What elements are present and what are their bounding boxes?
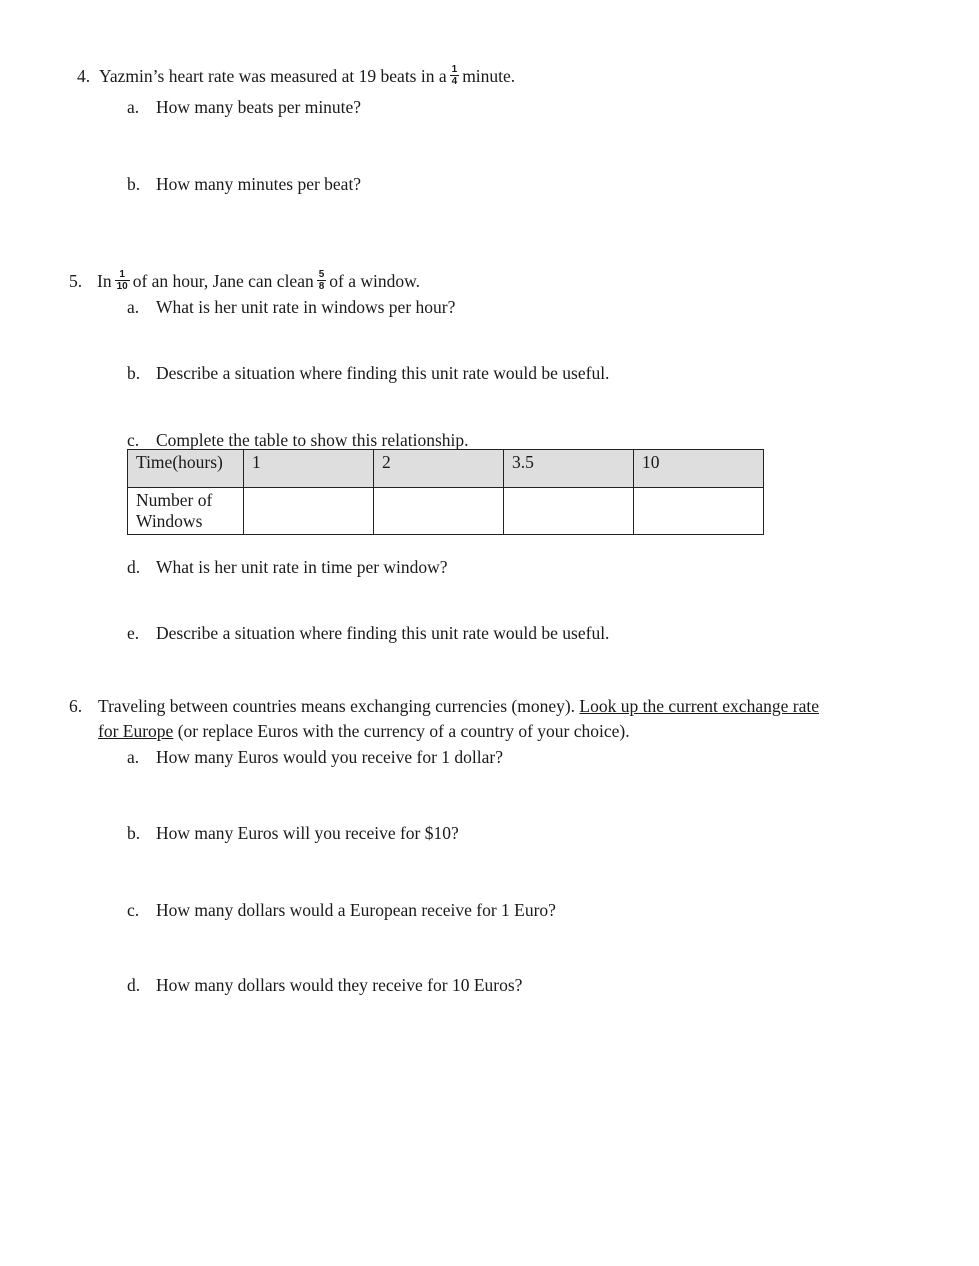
question-5e: e. Describe a situation where finding this unit rate would be useful. <box>127 623 610 643</box>
table-answer-cell[interactable] <box>374 488 504 535</box>
table-header-cell: Time(hours) <box>128 450 244 488</box>
question-5d: d. What is her unit rate in time per window? <box>127 557 448 577</box>
time-windows-table <box>127 449 764 535</box>
table-row <box>128 488 764 535</box>
question-6: 6. Traveling between countries means exchanging currencies (money). Look up the current exchange rate <box>69 696 819 716</box>
question-6a: a. How many Euros would you receive for 1 dollar? <box>127 747 503 767</box>
fraction-five-eighths: $\frac{5}{8}$ <box>318 269 325 293</box>
question-5a: a. What is her unit rate in windows per hour? <box>127 297 456 317</box>
question-6d: d. How many dollars would they receive for 10 Euros? <box>127 975 523 995</box>
question-4b: b. How many minutes per beat? <box>127 174 362 194</box>
table-header-cell: 1 <box>244 450 374 488</box>
table-answer-cell[interactable] <box>634 488 764 535</box>
fraction-one-quarter: $\frac{1}{4}$ <box>451 64 458 88</box>
question-number: 6. <box>69 696 83 716</box>
question-number: 4. <box>77 66 91 86</box>
question-6c: c. How many dollars would a European receive for 1 Euro? <box>127 900 556 920</box>
question-number: 5. <box>69 271 83 291</box>
exchange-rate-link-continued[interactable]: for Europe <box>98 721 174 741</box>
table-answer-cell[interactable] <box>504 488 634 535</box>
exchange-rate-link[interactable]: Look up the current exchange rate <box>579 696 819 716</box>
question-6-continued: for Europe (or replace Euros with the currency of a country of your choice). <box>98 721 630 741</box>
table-header-row <box>128 450 764 488</box>
table-header-cell: 2 <box>374 450 504 488</box>
table-answer-cell[interactable] <box>244 488 374 535</box>
question-5c: c. Complete the table to show this relationship. <box>127 430 469 450</box>
question-6b: b. How many Euros will you receive for $10? <box>127 823 459 843</box>
question-4a: a. How many beats per minute? <box>127 97 362 117</box>
table-header-cell: 3.5 <box>504 450 634 488</box>
question-5: 5. In $\frac{1}{10}$ of an hour, Jane can clean $\frac{5}{8}$ of a window. <box>69 269 421 293</box>
question-4 <box>77 66 515 89</box>
table-row-label: Number of Windows <box>128 488 244 535</box>
question-text-end: minute. <box>462 66 516 86</box>
question-text: Yazmin’s heart rate was measured at 19 beats in a <box>99 66 447 86</box>
fraction-one-tenth: $\frac{1}{10}$ <box>116 269 128 293</box>
question-5b: b. Describe a situation where finding this unit rate would be useful. <box>127 363 610 383</box>
table-header-cell: 10 <box>634 450 764 488</box>
